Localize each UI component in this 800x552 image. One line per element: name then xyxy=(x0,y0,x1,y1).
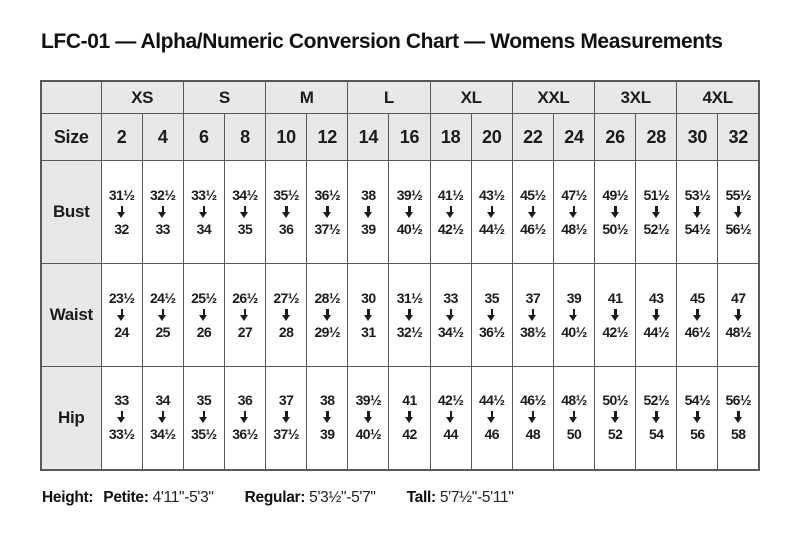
bust-size-12-cell xyxy=(307,161,348,264)
numeric-size-10: 10 xyxy=(266,114,307,161)
down-arrow-icon xyxy=(650,411,662,424)
alpha-size-l: L xyxy=(348,81,430,114)
measurement-range xyxy=(595,392,635,443)
hip-row xyxy=(41,367,759,470)
range-from-value: 32½ xyxy=(149,186,176,203)
range-from-value: 49½ xyxy=(602,186,628,203)
range-from-value: 35 xyxy=(484,289,499,306)
measurement-range xyxy=(389,290,429,341)
down-arrow-icon xyxy=(486,309,498,322)
numeric-size-14: 14 xyxy=(348,114,389,161)
down-arrow-icon xyxy=(486,411,498,424)
down-arrow-icon xyxy=(198,206,210,219)
numeric-size-2: 2 xyxy=(101,114,142,161)
down-arrow-icon xyxy=(568,206,580,219)
range-to-value: 35½ xyxy=(191,426,217,443)
hip-size-2-cell xyxy=(101,367,142,470)
range-from-value: 56½ xyxy=(725,392,751,409)
range-to-value: 32 xyxy=(114,220,129,237)
range-from-value: 31½ xyxy=(108,186,135,203)
waist-row xyxy=(41,264,759,367)
down-arrow-icon xyxy=(280,206,292,219)
range-to-value: 39 xyxy=(320,426,335,443)
range-to-value: 40½ xyxy=(355,426,382,443)
range-from-value: 34½ xyxy=(232,186,258,203)
range-to-value: 42½ xyxy=(437,220,464,237)
down-arrow-icon xyxy=(691,411,703,424)
range-from-value: 51½ xyxy=(643,186,669,203)
range-from-value: 41½ xyxy=(437,186,464,203)
range-from-value: 38 xyxy=(320,392,335,409)
range-from-value: 35 xyxy=(196,392,212,409)
row-label-hip: Hip xyxy=(41,367,101,470)
down-arrow-icon xyxy=(116,411,128,424)
measurement-range xyxy=(307,392,347,443)
range-from-value: 33½ xyxy=(191,186,217,203)
range-to-value: 54½ xyxy=(684,220,711,237)
bust-size-14-cell xyxy=(348,161,389,264)
petite-label: Petite: xyxy=(103,489,149,506)
range-from-value: 36½ xyxy=(314,186,340,203)
measurement-range xyxy=(472,290,512,341)
measurement-range xyxy=(143,392,183,443)
numeric-size-26: 26 xyxy=(595,114,636,161)
bust-size-8-cell xyxy=(224,161,265,264)
range-from-value: 39½ xyxy=(396,186,423,203)
measurement-range xyxy=(554,392,594,443)
range-from-value: 52½ xyxy=(643,392,669,409)
measurement-range xyxy=(102,187,142,238)
measurement-range xyxy=(102,290,142,341)
range-from-value: 30 xyxy=(361,289,376,306)
bust-size-6-cell xyxy=(183,161,224,264)
bust-size-2-cell xyxy=(101,161,142,264)
range-from-value: 38 xyxy=(361,186,376,203)
measurement-range xyxy=(266,290,306,341)
bust-size-4-cell xyxy=(142,161,183,264)
alpha-size-xs: XS xyxy=(101,81,183,114)
measurement-range xyxy=(184,392,224,443)
measurement-range xyxy=(307,290,347,341)
down-arrow-icon xyxy=(486,206,498,219)
down-arrow-icon xyxy=(280,411,292,424)
range-from-value: 47 xyxy=(731,289,746,306)
numeric-size-18: 18 xyxy=(430,114,471,161)
range-to-value: 56½ xyxy=(725,220,751,237)
measurement-range xyxy=(266,187,306,238)
alpha-size-xl: XL xyxy=(430,81,512,114)
range-to-value: 44½ xyxy=(643,323,669,340)
measurement-range xyxy=(389,187,429,238)
range-to-value: 34 xyxy=(196,220,212,237)
range-from-value: 48½ xyxy=(561,392,587,409)
range-to-value: 48½ xyxy=(561,220,587,237)
range-to-value: 50 xyxy=(566,426,582,443)
down-arrow-icon xyxy=(362,309,374,322)
range-from-value: 37 xyxy=(278,392,294,409)
measurement-range xyxy=(431,290,471,341)
measurement-range xyxy=(225,392,265,443)
measurement-range xyxy=(225,187,265,238)
range-to-value: 26 xyxy=(196,323,212,340)
range-from-value: 45 xyxy=(690,289,705,306)
range-to-value: 35 xyxy=(237,220,253,237)
measurement-range xyxy=(513,392,553,443)
measurement-range xyxy=(307,187,347,238)
numeric-size-22: 22 xyxy=(512,114,553,161)
down-arrow-icon xyxy=(239,411,251,424)
range-to-value: 34½ xyxy=(437,323,464,340)
range-from-value: 28½ xyxy=(314,289,340,306)
range-to-value: 39 xyxy=(361,220,376,237)
numeric-size-24: 24 xyxy=(553,114,594,161)
down-arrow-icon xyxy=(650,309,662,322)
down-arrow-icon xyxy=(609,206,621,219)
down-arrow-icon xyxy=(732,411,744,424)
range-from-value: 46½ xyxy=(520,392,546,409)
alpha-size-m: M xyxy=(266,81,348,114)
range-from-value: 44½ xyxy=(478,392,505,409)
range-to-value: 46½ xyxy=(684,323,711,340)
bust-size-18-cell xyxy=(430,161,471,264)
waist-size-26-cell xyxy=(595,264,636,367)
alpha-size-3xl: 3XL xyxy=(595,81,677,114)
down-arrow-icon xyxy=(239,206,251,219)
range-to-value: 33 xyxy=(155,220,170,237)
range-from-value: 25½ xyxy=(191,289,217,306)
down-arrow-icon xyxy=(157,411,169,424)
size-row-label: Size xyxy=(41,114,101,161)
hip-size-32-cell xyxy=(718,367,759,470)
range-to-value: 44 xyxy=(443,426,458,443)
measurement-range xyxy=(718,187,758,238)
down-arrow-icon xyxy=(568,309,580,322)
down-arrow-icon xyxy=(403,206,415,219)
bust-size-28-cell xyxy=(636,161,677,264)
hip-size-10-cell xyxy=(266,367,307,470)
down-arrow-icon xyxy=(609,309,621,322)
hip-size-8-cell xyxy=(224,367,265,470)
range-to-value: 36 xyxy=(278,220,294,237)
range-to-value: 27 xyxy=(237,323,253,340)
range-to-value: 48 xyxy=(525,426,541,443)
range-from-value: 41 xyxy=(402,392,417,409)
petite-entry xyxy=(103,489,213,506)
range-from-value: 26½ xyxy=(232,289,258,306)
conversion-table xyxy=(40,80,760,471)
regular-entry xyxy=(245,489,376,506)
down-arrow-icon xyxy=(691,309,703,322)
height-footnote xyxy=(42,489,514,507)
range-to-value: 56 xyxy=(690,426,705,443)
tall-entry xyxy=(407,489,514,506)
alpha-size-row xyxy=(41,81,759,114)
measurement-range xyxy=(472,392,512,443)
bust-size-26-cell xyxy=(595,161,636,264)
measurement-range xyxy=(513,290,553,341)
range-from-value: 33 xyxy=(114,392,129,409)
numeric-size-32: 32 xyxy=(718,114,759,161)
bust-row xyxy=(41,161,759,264)
measurement-range xyxy=(554,290,594,341)
hip-size-22-cell xyxy=(512,367,553,470)
measurement-range xyxy=(431,187,471,238)
bust-size-16-cell xyxy=(389,161,430,264)
tall-value: 5'7½"-5'11" xyxy=(439,489,514,506)
waist-size-30-cell xyxy=(677,264,718,367)
range-to-value: 40½ xyxy=(396,220,423,237)
hip-size-4-cell xyxy=(142,367,183,470)
down-arrow-icon xyxy=(116,206,128,219)
measurement-range xyxy=(184,290,224,341)
down-arrow-icon xyxy=(198,309,210,322)
measurement-range xyxy=(718,392,758,443)
hip-size-24-cell xyxy=(553,367,594,470)
down-arrow-icon xyxy=(445,411,457,424)
measurement-range xyxy=(677,187,717,238)
range-from-value: 33 xyxy=(443,289,458,306)
down-arrow-icon xyxy=(732,309,744,322)
waist-size-12-cell xyxy=(307,264,348,367)
range-to-value: 42 xyxy=(402,426,417,443)
range-to-value: 44½ xyxy=(478,220,505,237)
range-to-value: 50½ xyxy=(602,220,628,237)
waist-size-8-cell xyxy=(224,264,265,367)
waist-size-18-cell xyxy=(430,264,471,367)
range-to-value: 52½ xyxy=(643,220,669,237)
hip-size-18-cell xyxy=(430,367,471,470)
measurement-range xyxy=(225,290,265,341)
bust-size-30-cell xyxy=(677,161,718,264)
range-from-value: 37 xyxy=(525,289,541,306)
range-from-value: 55½ xyxy=(725,186,751,203)
down-arrow-icon xyxy=(116,309,128,322)
range-to-value: 29½ xyxy=(314,323,340,340)
range-to-value: 31 xyxy=(361,323,376,340)
down-arrow-icon xyxy=(321,309,333,322)
measurement-range xyxy=(143,290,183,341)
range-from-value: 50½ xyxy=(602,392,628,409)
corner-cell xyxy=(41,81,101,114)
measurement-range xyxy=(266,392,306,443)
range-to-value: 32½ xyxy=(396,323,423,340)
range-from-value: 34 xyxy=(155,392,170,409)
numeric-size-30: 30 xyxy=(677,114,718,161)
waist-size-22-cell xyxy=(512,264,553,367)
hip-size-20-cell xyxy=(471,367,512,470)
range-from-value: 43½ xyxy=(478,186,505,203)
range-from-value: 31½ xyxy=(396,289,423,306)
range-from-value: 35½ xyxy=(273,186,299,203)
range-to-value: 48½ xyxy=(725,323,751,340)
range-from-value: 24½ xyxy=(149,289,176,306)
measurement-range xyxy=(431,392,471,443)
measurement-range xyxy=(348,290,388,341)
numeric-size-12: 12 xyxy=(307,114,348,161)
bust-size-10-cell xyxy=(266,161,307,264)
down-arrow-icon xyxy=(527,206,539,219)
measurement-range xyxy=(677,392,717,443)
measurement-range xyxy=(472,187,512,238)
down-arrow-icon xyxy=(280,309,292,322)
hip-size-12-cell xyxy=(307,367,348,470)
down-arrow-icon xyxy=(321,411,333,424)
bust-size-24-cell xyxy=(553,161,594,264)
measurement-range xyxy=(513,187,553,238)
range-from-value: 43 xyxy=(649,289,664,306)
waist-size-10-cell xyxy=(266,264,307,367)
range-to-value: 46½ xyxy=(520,220,546,237)
range-from-value: 23½ xyxy=(108,289,135,306)
range-to-value: 24 xyxy=(114,323,129,340)
hip-size-14-cell xyxy=(348,367,389,470)
down-arrow-icon xyxy=(527,411,539,424)
regular-label: Regular: xyxy=(244,489,306,506)
range-from-value: 53½ xyxy=(684,186,711,203)
hip-size-6-cell xyxy=(183,367,224,470)
waist-size-20-cell xyxy=(471,264,512,367)
down-arrow-icon xyxy=(403,309,415,322)
height-label: Height: xyxy=(42,489,94,506)
range-to-value: 37½ xyxy=(273,426,299,443)
waist-size-28-cell xyxy=(636,264,677,367)
down-arrow-icon xyxy=(198,411,210,424)
hip-size-16-cell xyxy=(389,367,430,470)
page-title: LFC-01 — Alpha/Numeric Conversion Chart — Womens Measurements xyxy=(41,30,723,53)
row-label-bust: Bust xyxy=(41,161,101,264)
down-arrow-icon xyxy=(157,206,169,219)
bust-size-22-cell xyxy=(512,161,553,264)
measurement-range xyxy=(102,392,142,443)
range-from-value: 41 xyxy=(607,289,623,306)
alpha-size-4xl: 4XL xyxy=(677,81,759,114)
down-arrow-icon xyxy=(527,309,539,322)
range-to-value: 58 xyxy=(731,426,746,443)
range-to-value: 37½ xyxy=(314,220,340,237)
tall-label: Tall: xyxy=(406,489,436,506)
measurement-range xyxy=(348,187,388,238)
range-to-value: 34½ xyxy=(149,426,176,443)
range-to-value: 33½ xyxy=(108,426,135,443)
range-to-value: 46 xyxy=(484,426,499,443)
measurement-range xyxy=(595,290,635,341)
range-from-value: 45½ xyxy=(520,186,546,203)
down-arrow-icon xyxy=(691,206,703,219)
down-arrow-icon xyxy=(650,206,662,219)
range-from-value: 47½ xyxy=(561,186,587,203)
hip-size-30-cell xyxy=(677,367,718,470)
range-from-value: 39½ xyxy=(355,392,382,409)
measurement-range xyxy=(389,392,429,443)
range-from-value: 36 xyxy=(237,392,253,409)
range-from-value: 39 xyxy=(566,289,582,306)
regular-value: 5'3½"-5'7" xyxy=(309,489,376,506)
range-to-value: 40½ xyxy=(561,323,587,340)
range-from-value: 42½ xyxy=(437,392,464,409)
bust-size-20-cell xyxy=(471,161,512,264)
alpha-size-s: S xyxy=(183,81,265,114)
hip-size-26-cell xyxy=(595,367,636,470)
petite-value: 4'11"-5'3" xyxy=(152,489,214,506)
numeric-size-6: 6 xyxy=(183,114,224,161)
waist-size-6-cell xyxy=(183,264,224,367)
range-to-value: 36½ xyxy=(232,426,258,443)
down-arrow-icon xyxy=(239,309,251,322)
down-arrow-icon xyxy=(445,309,457,322)
measurement-range xyxy=(677,290,717,341)
down-arrow-icon xyxy=(362,411,374,424)
down-arrow-icon xyxy=(362,206,374,219)
numeric-size-28: 28 xyxy=(636,114,677,161)
measurement-range xyxy=(718,290,758,341)
row-label-waist: Waist xyxy=(41,264,101,367)
range-to-value: 28 xyxy=(278,323,294,340)
measurement-range xyxy=(348,392,388,443)
down-arrow-icon xyxy=(157,309,169,322)
measurement-range xyxy=(595,187,635,238)
down-arrow-icon xyxy=(568,411,580,424)
range-from-value: 54½ xyxy=(684,392,711,409)
range-to-value: 52 xyxy=(607,426,623,443)
numeric-size-16: 16 xyxy=(389,114,430,161)
range-to-value: 25 xyxy=(155,323,170,340)
measurement-range xyxy=(636,290,676,341)
range-to-value: 38½ xyxy=(520,323,546,340)
numeric-size-row xyxy=(41,114,759,161)
measurement-range xyxy=(636,187,676,238)
range-to-value: 36½ xyxy=(478,323,505,340)
down-arrow-icon xyxy=(445,206,457,219)
measurement-range xyxy=(636,392,676,443)
down-arrow-icon xyxy=(732,206,744,219)
bust-size-32-cell xyxy=(718,161,759,264)
measurement-range xyxy=(554,187,594,238)
waist-size-14-cell xyxy=(348,264,389,367)
waist-size-16-cell xyxy=(389,264,430,367)
range-from-value: 27½ xyxy=(273,289,299,306)
waist-size-24-cell xyxy=(553,264,594,367)
numeric-size-8: 8 xyxy=(224,114,265,161)
down-arrow-icon xyxy=(609,411,621,424)
alpha-size-xxl: XXL xyxy=(512,81,594,114)
down-arrow-icon xyxy=(403,411,415,424)
waist-size-2-cell xyxy=(101,264,142,367)
range-to-value: 42½ xyxy=(602,323,628,340)
hip-size-28-cell xyxy=(636,367,677,470)
measurement-range xyxy=(143,187,183,238)
range-to-value: 54 xyxy=(649,426,664,443)
waist-size-32-cell xyxy=(718,264,759,367)
down-arrow-icon xyxy=(321,206,333,219)
numeric-size-20: 20 xyxy=(471,114,512,161)
measurement-range xyxy=(184,187,224,238)
waist-size-4-cell xyxy=(142,264,183,367)
numeric-size-4: 4 xyxy=(142,114,183,161)
